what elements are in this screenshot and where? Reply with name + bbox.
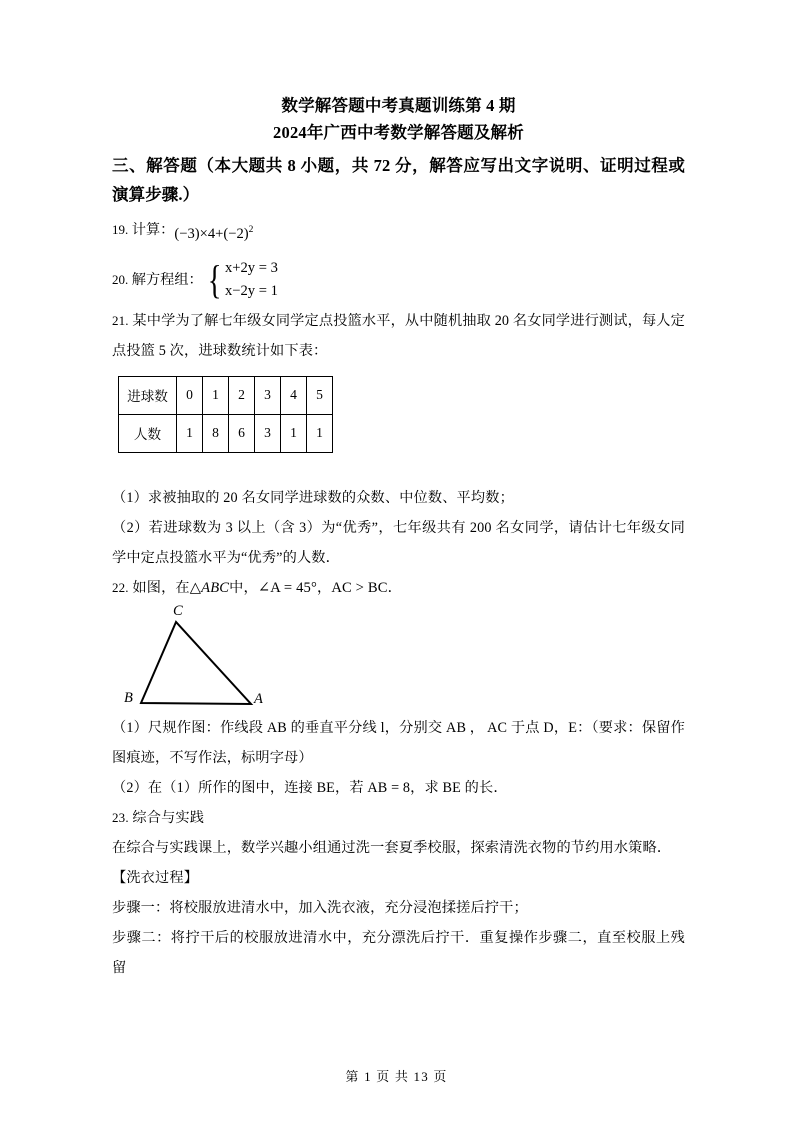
problem-20-label [112,268,203,292]
expr-close-paren: ) [243,225,249,242]
problem-19-label [112,215,174,245]
problem-20-lead: 解方程组： [131,271,203,288]
table-row [119,376,333,414]
count-cell-0: 1 [177,414,203,452]
vertex-label-a: A [254,690,263,707]
count-cell-2: 6 [229,414,255,452]
goals-cell-4: 4 [281,376,307,414]
washing-process-heading: 【洗衣过程】 [112,869,199,886]
row-label-count: 人数 [119,414,177,452]
problem-22-sub1: （1）尺规作图：作线段 AB 的垂直平分线 l，分别交 AB ， AC 于点 D，E：（要求：保留作图痕迹，不写作法，标明字母） [112,719,685,766]
problem-22-text-b: 中， [229,579,258,596]
page-footer: 第 1 页 共 13 页 [345,1069,448,1084]
problem-23-intro: 在综合与实践课上，数学兴趣小组通过洗一套夏季校服，探索清洗衣物的节约用水策略． [112,839,672,856]
ac-gt-bc: AC > BC [331,579,388,596]
angle-a-value: ∠A = 45° [257,579,317,596]
system-equation-2: x−2y = 1 [224,282,278,299]
problem-19 [112,215,685,249]
problem-19-dot: . [125,222,129,237]
system-brace: { [207,256,222,302]
problem-22-number: 22. [112,579,129,595]
problem-20-system [205,257,278,303]
count-cell-3: 3 [255,414,281,452]
problem-20 [112,257,685,303]
problem-23-number: 23 [112,809,126,825]
problem-21-stem [112,306,685,366]
problem-21-text: 某中学为了解七年级女同学定点投篮水平，从中随机抽取 20 名女同学进行测试，每人定点投篮 5 次，进球数统计如下表： [112,312,685,359]
problem-23-title [112,803,685,833]
expr-neg-two: −2 [228,225,244,242]
triangle-shape [141,622,251,704]
problem-23-dot: . [125,809,129,825]
goals-cell-3: 3 [255,376,281,414]
goals-cell-0: 0 [177,376,203,414]
problem-22-text-a: 如图，在 [132,579,190,596]
shots-statistics-table [118,376,333,453]
problem-22-period: ． [387,579,402,596]
expr-exponent: 2 [248,225,254,235]
goals-cell-1: 1 [203,376,229,414]
problem-22-stem [112,573,685,603]
problem-21-sub2: （2）若进球数为 3 以上（含 3）为“优秀”，七年级共有 200 名女同学，请估计七年级女同学中定点投篮水平为“优秀”的人数． [112,519,685,566]
triangle-figure [118,602,318,713]
expr-open-paren: ( [174,225,180,242]
count-cell-5: 1 [307,414,333,452]
problem-21-sub1: （1）求被抽取的 20 名女同学进球数的众数、中位数、平均数； [112,489,514,506]
problem-19-expression [174,215,253,249]
system-equation-1: x+2y = 3 [224,259,278,276]
document-title: 数学解答题中考真题训练第 4 期 [281,96,516,115]
triangle-symbol-icon: △ [189,579,202,596]
system-equations [225,257,278,303]
triangle-svg [118,602,318,713]
goals-cell-5: 5 [307,376,333,414]
problem-20-number: 20. [112,271,129,287]
vertex-label-b: B [124,689,133,706]
expr-close-times: )×4+( [194,225,229,242]
document-subtitle: 2024年广西中考数学解答题及解析 [273,123,524,142]
row-label-goals: 进球数 [119,376,177,414]
count-cell-1: 8 [203,414,229,452]
washing-step-2: 步骤二：将拧干后的校服放进清水中，充分漂洗后拧干．重复操作步骤二，直至校服上残留 [112,929,685,976]
problem-21-number: 21. [112,312,129,328]
expr-neg-three: −3 [179,225,195,242]
washing-step-1: 步骤一：将校服放进清水中，加入洗衣液，充分浸泡揉搓后拧干； [112,899,528,916]
count-cell-4: 1 [281,414,307,452]
section-heading: 三、解答题（本大题共 8 小题，共 72 分，解答应写出文字说明、证明过程或演算步骤.） [112,156,685,204]
vertex-label-c: C [173,602,183,619]
problem-22-comma: ， [316,579,332,596]
problem-19-number: 19 [112,222,125,237]
problem-19-lead: 计算： [131,222,175,238]
triangle-abc: ABC [201,579,230,596]
table-row [119,414,333,452]
goals-cell-2: 2 [229,376,255,414]
problem-23-heading: 综合与实践 [132,809,205,826]
problem-22-sub2: （2）在（1）所作的图中，连接 BE，若 AB = 8，求 BE 的长． [112,779,508,796]
